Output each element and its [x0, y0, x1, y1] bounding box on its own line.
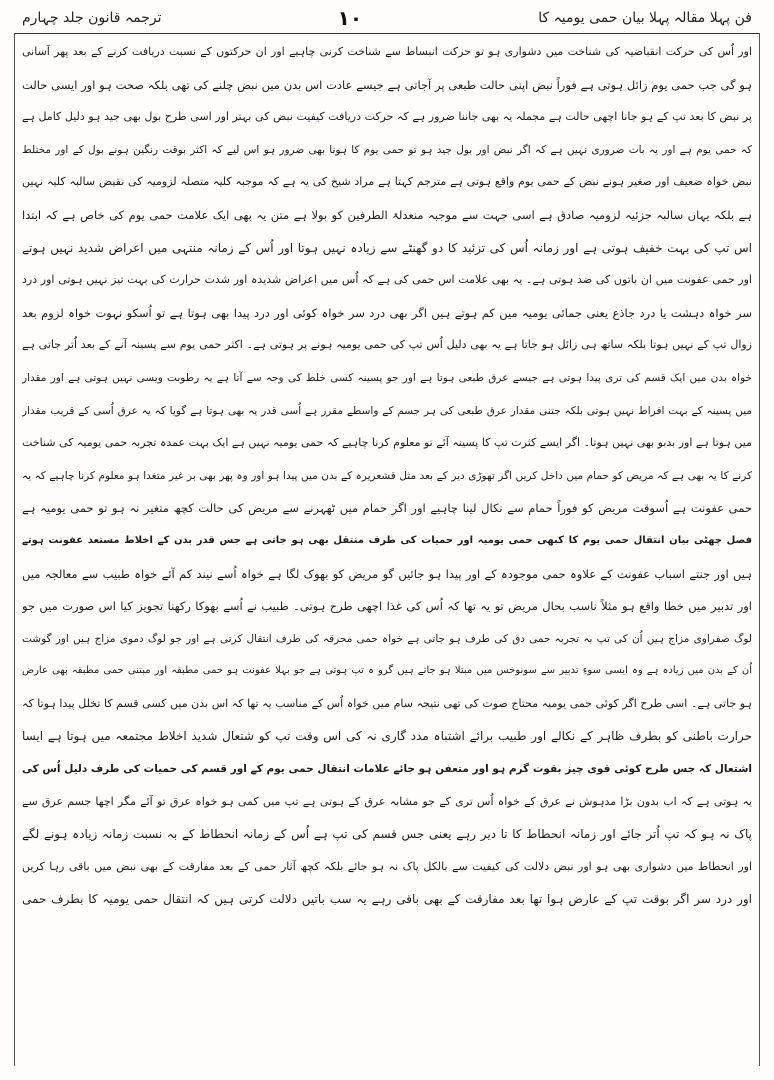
text-line: کرنے کا یہ بھی ہے کہ مریض کو حمام میں داخل کریں اگر تھوڑی دیر کے بعد مثل قشعریرہ کے بدن میں پیدا ہو اور وہ پھر بھی بر غیر متغدا ہو معلوم کرنا چاہیے کہ یہ [22, 469, 752, 482]
text-line: اور اُس کی حرکت انقباضیہ کی شناخت میں دشواری ہو تو حرکت انبساط سے شناخت کرنی چاہیے اور ان حرکتوں کے نسبت دریافت کرنے کے بعد پھر آسانی [22, 45, 752, 58]
text-line [22, 949, 752, 982]
text-line: ہیں اور جنتے اسباب عفونت کے علاوہ حمی موجودہ کے اور پیدا ہو جائیں گو مریض کو بھوک لگا ہے خواہ اُسے نیند کم آئے خواہ طبیب سے معالجہ میں [22, 566, 752, 581]
text-line: ہے بلکہ یہاں سالبہ جزئیہ لزومیہ صادق ہے اسی جہت سے موجبہ منعدلۃ الطرفین کو بولا ہے متن یہ بھی ایک علامت حمی یوم کی خاص ہے کہ ابتدا [22, 207, 752, 222]
text-line: یہ ہوتی ہے کہ اب بدون بڑا مدہوش نے عرق کے خواہ اُس تری کے جو مشابہ عرق کے ہوتی ہے تپ میں کمی ہو خواہ عرق تو آئے مگر اچھا جسم عرق سے [22, 794, 752, 808]
running-title-left: ترجمہ قانون جلد چہارم [22, 10, 162, 26]
text-line: اُن کے بدن میں زیادہ ہے وہ ایسی سوءِ تدبیر سے سونوخس میں مبتلا ہو جاتے ہیں گرو ہ تپ ہوتی ہے جو بہلا عفونت ہو حمی مطبقہ اور مبتنی حمی مطبقہ بھی عارض [22, 665, 752, 677]
text-line: کہ حمی یوم ہے اور یہ بات ضروری نہیں ہے کہ اگر نبض اور بول جید ہو تو حمی یوم کا ہونا بھی ضرور ہو اس لیے کہ اکثر بوقت رنگین ہونے بول کے اور مختلط [22, 143, 752, 156]
text-line: حمی عفونت ہے اُسوقت مریض کو فوراً حمام سے نکال لینا چاہیے اور اگر حمام میں ٹھہرنے سے مریض کی حالت کچھ متغیر نہ ہو تو حمی یومیہ ہے [22, 501, 752, 516]
text-line: ہو گی جب حمی یوم زائل ہوتی ہے فوراً نبض اپنی حالت طبعی پر آجاتی ہے جیسے عادت اس بدن میں نبض چلنے کی تھی بلکہ صحت ہو اور ایسی حالت [22, 77, 752, 92]
section-heading-line: فصل چھٹی بیان انتقال حمی یوم کا کبھی حمی یومیہ اور حمیات کی طرف منتقل بھی ہو جاتی ہے جس قدر بدن کے اخلاط مستعد عفونت ہوتے [22, 534, 752, 546]
text-line: حرارت باطنی کو بطرف ظاہر کے نکالے اور طبیب برائے اشتباہ مدد گاری نہ کی اس وقت تپ کو شتعال شدید اخلاط مجتمعہ میں ہوتا ہے ایسا [22, 729, 752, 744]
text-line: زوال تپ کے نہیں ہوتا بلکہ ساتھ ہی زائل ہو جاتا ہے یہ بھی دلیل اُس تپ کی حمی یومیہ ہونے پر ہوتی ہے۔ اکثر حمی یوم سے پسینہ آنے کے بعد اُتر جاتی ہے [22, 338, 752, 352]
text-line: پاک نہ ہو کہ تپ اُتر جائے اور زمانہ انحطاط کا تا دیر رہے یعنی جس قسم کی تپ ہے اُس کے زمانہ انحطاط کے بہ نسبت زمانہ زیادہ ہونے لگے [22, 827, 752, 842]
page-body [22, 36, 752, 1064]
text-line: اور حمی عفونت میں ان باتوں کی ضد ہوتی ہے۔ یہ بھی علامت اس حمی کی ہے کہ اُس میں اعراض شدیدہ اور شدت حرارت کی بہت تیز نہیں ہوتی اور درد [22, 273, 752, 287]
text-line [22, 981, 752, 1014]
text-line: پر نبض کا بعد تپ کے ہو جانا اچھی حالت ہے مجملہ یہ بھی جاننا ضرور ہے کہ حرکت دریافت کیفیت نبض کی بہتر اور اسی طرح بول بھی جید ہو دلیل کامل ہے [22, 110, 752, 124]
text-line: لوگ صفراوی مزاج ہیں اُن کی تپ بہ تجربہ حمی دق کی طرف ہو جاتی ہے خواہ حمی محرقہ کی طرف انتقال کرتی ہے اور جو لوگ دموی مزاج ہیں اور گوشت [22, 632, 752, 645]
text-line [22, 1014, 752, 1047]
text-line: خواہ بدن میں ایک قسم کی تری پیدا ہوتی ہے جیسے عرق طبعی ہوتا ہے اور جو پسینہ کسی خلط کی وجہ سے آتا ہے یہ رطوبت ویسی نہیں ہوتی ہے اور مقدار [22, 371, 752, 384]
text-line: سر خواہ دہشت یا درد جاذع یعنی جمائی یومیہ میں کم ہوتے ہیں اگر بھی درد سر خواہ کوئی اور درد پیدا بھی ہوتا ہے تو اُسکو نہوت خواہ لزوم بعد [22, 305, 752, 320]
text-line: اس تپ کی بہت خفیف ہوتی ہے اور زمانہ اُس کی تزئید کا دو گھنٹے سے زیادہ نہیں ہوتا اور اُس کے زمانہ منتہی میں اعراض شدید نہیں ہوتے [22, 240, 752, 255]
text-line: میں ہوتا ہے اور بدبو بھی نہیں ہوتا۔ اگر ایسے کثرت تپ کا پسینہ آئے تو معلوم کرنا چاہیے کہ حمی یومیہ نہیں ہے ایک بہت عمدہ تجربہ حمی یومیہ کی شناخت [22, 436, 752, 450]
running-title-right: فن پہلا مقالہ پہلا بیان حمی یومیہ کا [538, 10, 752, 26]
text-line: میں پسینہ کے بہت افراط نہیں ہوتی بلکہ جتنی مقدار عرق طبعی کی ہر جسم کے واسطے مقرر ہے اُسی قدر یہ بھی ہوتا ہے گویا کہ یہ عرق اُسی کے قریب مقدار [22, 404, 752, 417]
text-line: اور انحطاط میں دشواری بھی ہو اور نبض دلالت کی کیفیت سے بالکل پاک نہ ہو جائے بلکہ کچھ آثار حمی کے بعد مفارقت کے بھی نبض میں باقی رہا کریں [22, 859, 752, 873]
subheading-line: اشتعال کہ جس طرح کوئی قوی چیز بقوت گرم ہو اور متعفن ہو جائے علامات انتقال حمی یوم کے اور قسم کی حمیات کی طرف دلیل اُس کی [22, 763, 752, 776]
text-line: نبض خواہ ضعیف اور صغیر ہونے نبض کے حمی یوم واقع ہوتی ہے مترجم کہتا ہے مراد شیخ کی یہ ہے کہ موجبہ کلیہ متصلہ لزومیہ کی نقیض سالبہ کلیہ نہیں [22, 175, 752, 189]
text-line [22, 916, 752, 949]
text-line: اور تدبیر میں خطا واقع ہو مثلاً ناسب بحال مریض تو یہ تھا کہ اُس کی غذا اچھی طرح ہوتی۔ طبیب نے اُسے بھوکا رکھنا تجویز کیا اس صورت میں جو [22, 599, 752, 614]
text-line: ہو جاتی ہے۔ اسی طرح اگر کوئی حمی یومیہ محتاج صوت کی تھی نتیجہ سام میں خواہ اُس کے مناسب یہ تھا کہ اس بدن میں کسی قسم کا تخلل پیدا ہوتا کہ [22, 696, 752, 710]
text-line: اور درد سر اگر بوقت تپ کے عارض ہوا تھا بعد مفارقت کے بھی باقی رہے یہ سب باتیں دلالت کرتی ہیں کہ انتقال حمی یومیہ کا بطرف حمی [22, 892, 752, 907]
page-header [22, 4, 752, 32]
page-number: ۱۰ [337, 6, 363, 30]
